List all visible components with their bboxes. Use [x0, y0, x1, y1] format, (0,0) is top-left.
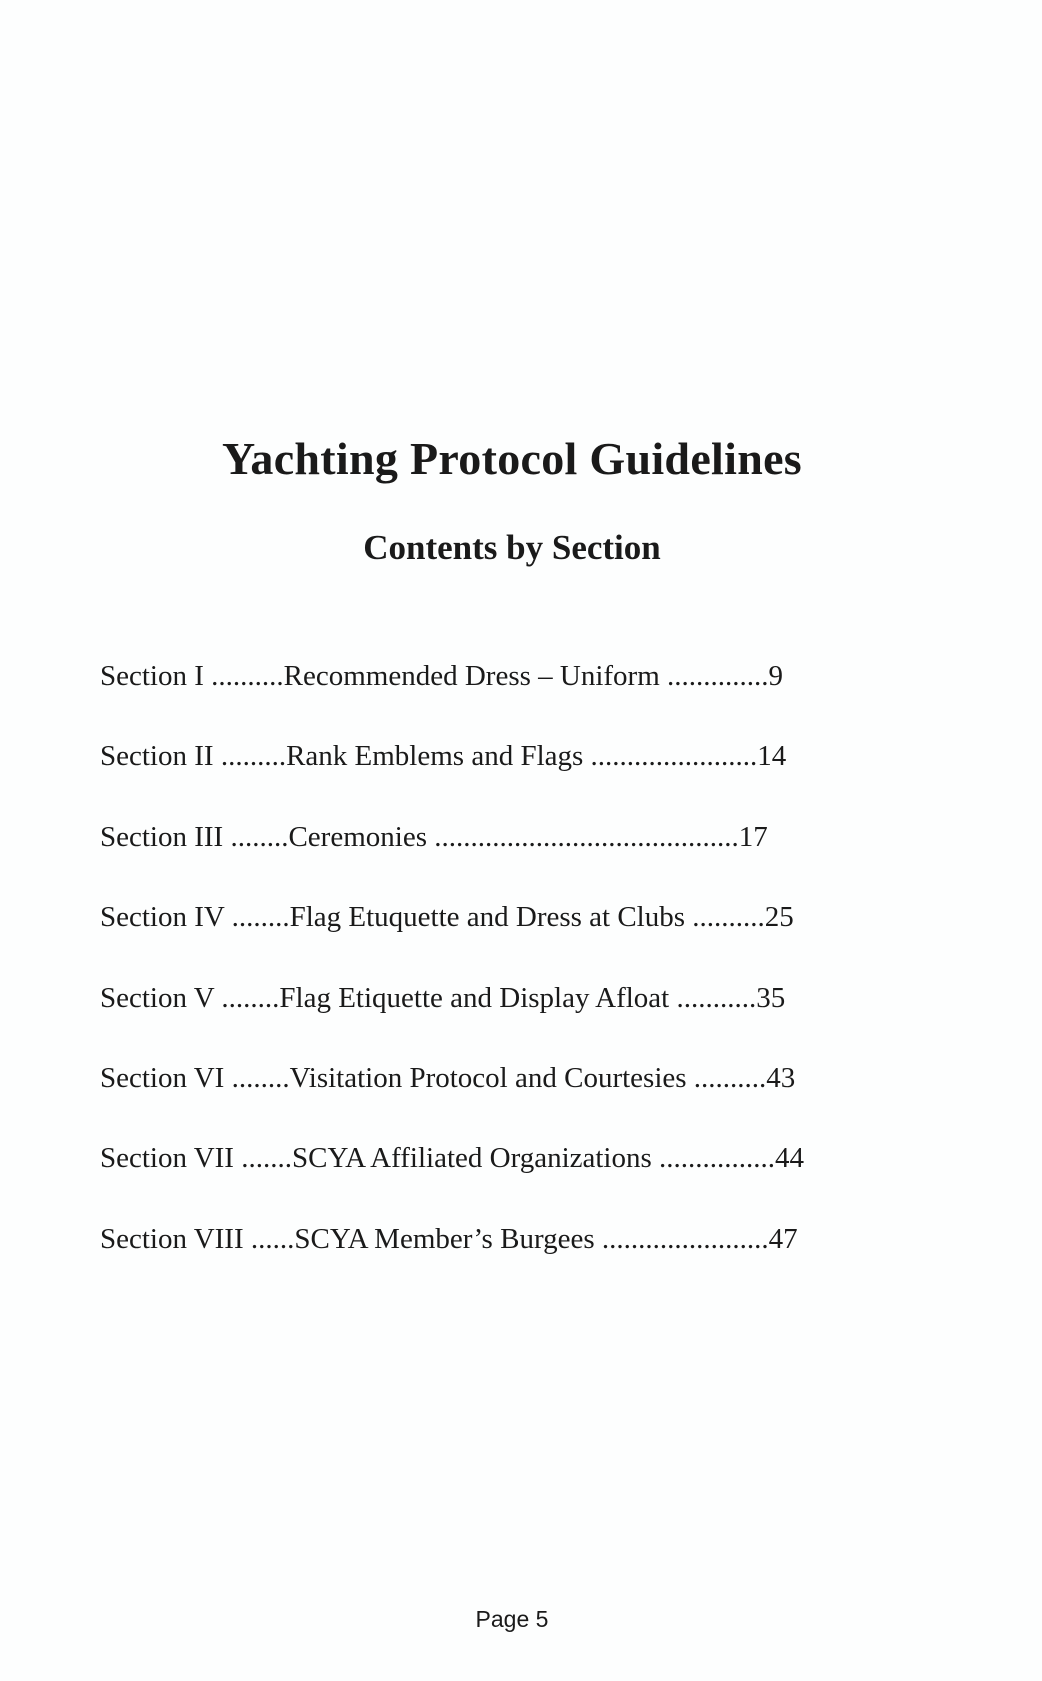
toc-section: Section I	[100, 660, 204, 692]
page-number: Page 5	[475, 1606, 549, 1632]
toc-page: 14	[757, 740, 787, 773]
toc-entry	[100, 740, 920, 820]
contents-heading: Contents by Section	[363, 528, 661, 567]
toc-name: Ceremonies	[288, 820, 427, 853]
toc-section: Section IV	[100, 901, 225, 934]
toc-page: 17	[738, 820, 768, 853]
toc-section: Section VII	[100, 1142, 234, 1175]
toc-page: 43	[766, 1061, 796, 1094]
toc-leader2: .......................	[594, 1222, 769, 1255]
toc-name: Flag Etiquette and Display Afloat	[279, 981, 670, 1014]
toc-name: SCYA Member’s Burgees	[294, 1222, 595, 1255]
toc-leader2: .......................	[583, 740, 758, 773]
toc-section: Section VIII	[100, 1222, 244, 1255]
toc-leader1: .......	[233, 1142, 292, 1175]
toc-leader1: ........	[224, 1061, 290, 1094]
toc-page: 44	[775, 1142, 805, 1175]
toc-page: 9	[768, 660, 784, 692]
toc-leader1: ........	[223, 820, 289, 853]
toc-entry	[100, 1223, 920, 1303]
toc-section: Section V	[100, 981, 215, 1014]
toc-leader2: ...........	[669, 981, 757, 1014]
toc-entry	[100, 982, 920, 1062]
toc-page: 35	[756, 981, 786, 1014]
toc-section: Section VI	[100, 1061, 225, 1094]
toc-section: Section II	[100, 740, 214, 773]
toc-page: 25	[764, 901, 794, 934]
toc-leader2: ..........................................	[426, 820, 739, 853]
toc-leader2: ..........	[686, 1061, 767, 1094]
toc-entry	[100, 821, 920, 901]
toc-name: Visitation Protocol and Courtesies	[289, 1061, 687, 1094]
toc-leader1: ........	[214, 981, 280, 1014]
toc-leader2: ................	[651, 1142, 776, 1175]
toc-name: Flag Etuquette and Dress at Clubs	[289, 901, 686, 934]
toc-leader1: .........	[213, 740, 287, 773]
toc-entry	[100, 901, 920, 981]
toc-leader2: ..............	[659, 660, 769, 692]
document-title: Yachting Protocol Guidelines	[221, 433, 802, 484]
toc-section: Section III	[100, 820, 224, 853]
toc-entry	[100, 1142, 920, 1222]
toc-leader1: ......	[243, 1222, 295, 1255]
toc-name: Rank Emblems and Flags	[286, 740, 584, 773]
table-of-contents	[100, 660, 920, 1303]
toc-leader1: ........	[224, 901, 290, 934]
toc-name: SCYA Affiliated Organizations	[291, 1142, 652, 1175]
toc-leader1: ..........	[203, 660, 284, 692]
toc-leader2: ..........	[685, 901, 765, 934]
toc-entry	[100, 1062, 920, 1142]
toc-name: Recommended Dress – Uniform	[283, 660, 660, 692]
toc-page: 47	[768, 1222, 798, 1255]
toc-entry	[100, 660, 920, 740]
